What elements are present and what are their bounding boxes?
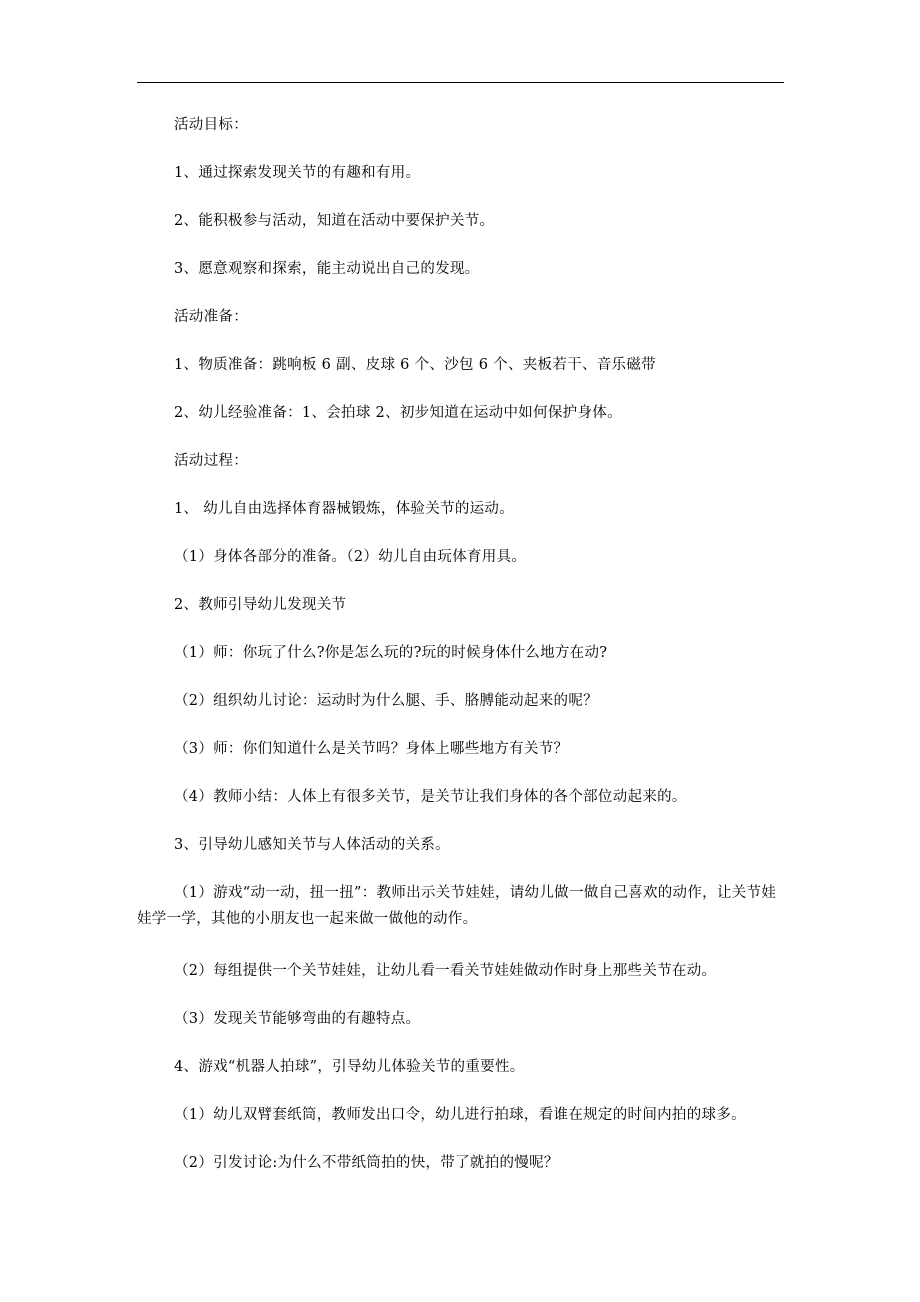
process-step-2-item-3: （3）师：你们知道什么是关节吗？身体上哪些地方有关节？	[174, 741, 569, 757]
process-step-2-item-4: （4）教师小结：人体上有很多关节，是关节让我们身体的各个部位动起来的。	[174, 789, 687, 805]
goal-item-2: 2、能积极参与活动，知道在活动中要保护关节。	[174, 213, 495, 229]
process-step-4-item-1: （1）幼儿双臂套纸筒，教师发出口令，幼儿进行拍球，看谁在规定的时间内拍的球多。	[174, 1107, 746, 1123]
preparation-item-2: 2、幼儿经验准备：1、会拍球 2、初步知道在运动中如何保护身体。	[174, 405, 622, 421]
process-step-3-item-3: （3）发现关节能够弯曲的有趣特点。	[174, 1011, 421, 1027]
section-heading-goals: 活动目标：	[174, 117, 248, 133]
process-step-1: 1、 幼儿自由选择体育器械锻炼，体验关节的运动。	[174, 501, 515, 517]
process-step-4-item-2: （2）引发讨论:为什么不带纸筒拍的快，带了就拍的慢呢？	[174, 1155, 559, 1171]
process-step-2: 2、教师引导幼儿发现关节	[174, 597, 347, 613]
process-step-3-item-2: （2）每组提供一个关节娃娃，让幼儿看一看关节娃娃做动作时身上那些关节在动。	[174, 963, 717, 979]
process-step-1-detail: （1）身体各部分的准备。（2）幼儿自由玩体育用具。	[174, 549, 527, 565]
header-rule	[137, 82, 784, 83]
process-step-3: 3、引导幼儿感知关节与人体活动的关系。	[174, 837, 450, 853]
section-heading-process: 活动过程：	[174, 453, 248, 469]
process-step-2-item-1: （1）师：你玩了什么?你是怎么玩的?玩的时候身体什么地方在动?	[174, 645, 608, 661]
goal-item-3: 3、愿意观察和探索，能主动说出自己的发现。	[174, 261, 480, 277]
goal-item-1: 1、通过探索发现关节的有趣和有用。	[174, 165, 421, 181]
process-step-2-item-2: （2）组织幼儿讨论：运动时为什么腿、手、胳膊能动起来的呢？	[174, 693, 598, 709]
preparation-item-1: 1、物质准备：跳响板 6 副、皮球 6 个、沙包 6 个、夹板若干、音乐磁带	[174, 357, 656, 373]
process-step-4: 4、游戏“机器人拍球”，引导幼儿体验关节的重要性。	[174, 1059, 525, 1075]
section-heading-preparation: 活动准备：	[174, 309, 248, 325]
process-step-3-item-1: （1）游戏“动一动，扭一扭”：教师出示关节娃娃，请幼儿做一做自己喜欢的动作，让关节娃娃学一学，其他的小朋友也一起来做一做他的动作。	[137, 885, 777, 927]
